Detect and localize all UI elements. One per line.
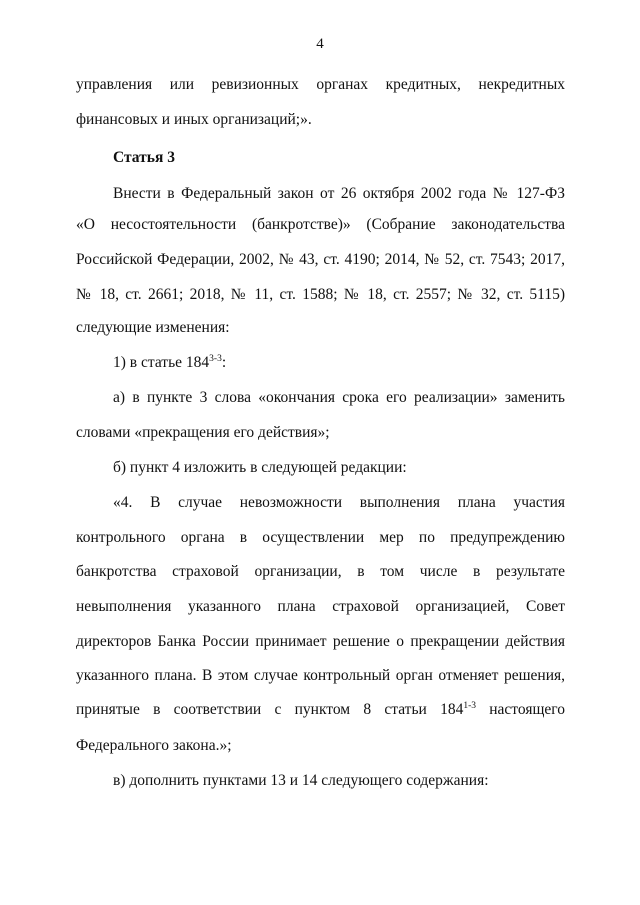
- page-number: 4: [316, 36, 324, 52]
- text-line: указанного плана. В этом случае контрольный орган отменяет решения,: [76, 667, 565, 684]
- text-line: финансовых и иных организаций;».: [76, 111, 312, 128]
- text-line: в) дополнить пунктами 13 и 14 следующего содержания:: [113, 772, 489, 789]
- text-line: управления или ревизионных органах кредитных, некредитных: [76, 76, 565, 93]
- text-line: Российской Федерации, 2002, № 43, ст. 4190; 2014, № 52, ст. 7543; 2017,: [76, 251, 565, 268]
- superscript: 3-3: [209, 354, 222, 364]
- text-line: б) пункт 4 изложить в следующей редакции:: [113, 459, 407, 476]
- text-line: банкротства страховой организации, в том числе в результате: [76, 563, 565, 580]
- list-item-tail: :: [221, 354, 227, 371]
- superscript: 1-3: [463, 701, 476, 711]
- text-line: невыполнения указанного плана страховой организацией, Совет: [76, 598, 565, 615]
- text-line-with-superscript: [76, 700, 565, 720]
- list-item-1: [113, 353, 565, 373]
- text-line: следующие изменения:: [76, 319, 230, 336]
- text-line: Федерального закона.»;: [76, 737, 232, 754]
- text-line: а) в пункте 3 слова «окончания срока его реализации» заменить: [113, 389, 565, 406]
- text-line: контрольного органа в осуществлении мер по предупреждению: [76, 529, 565, 546]
- text-segment: принятые в соответствии с пунктом 8 статьи 184: [76, 701, 464, 718]
- list-item-text: 1) в статье 184: [113, 354, 210, 371]
- text-segment: настоящего: [476, 701, 565, 718]
- article-heading: Статья 3: [113, 149, 175, 166]
- text-line: директоров Банка России принимает решение о прекращении действия: [76, 633, 565, 650]
- text-line: «О несостоятельности (банкротстве)» (Собрание законодательства: [76, 216, 565, 233]
- text-line: Внести в Федеральный закон от 26 октября 2002 года № 127-ФЗ: [113, 185, 565, 202]
- text-line: «4. В случае невозможности выполнения плана участия: [113, 494, 565, 511]
- text-line: № 18, ст. 2661; 2018, № 11, ст. 1588; № 18, ст. 2557; № 32, ст. 5115): [76, 286, 565, 303]
- text-line: словами «прекращения его действия»;: [76, 424, 330, 441]
